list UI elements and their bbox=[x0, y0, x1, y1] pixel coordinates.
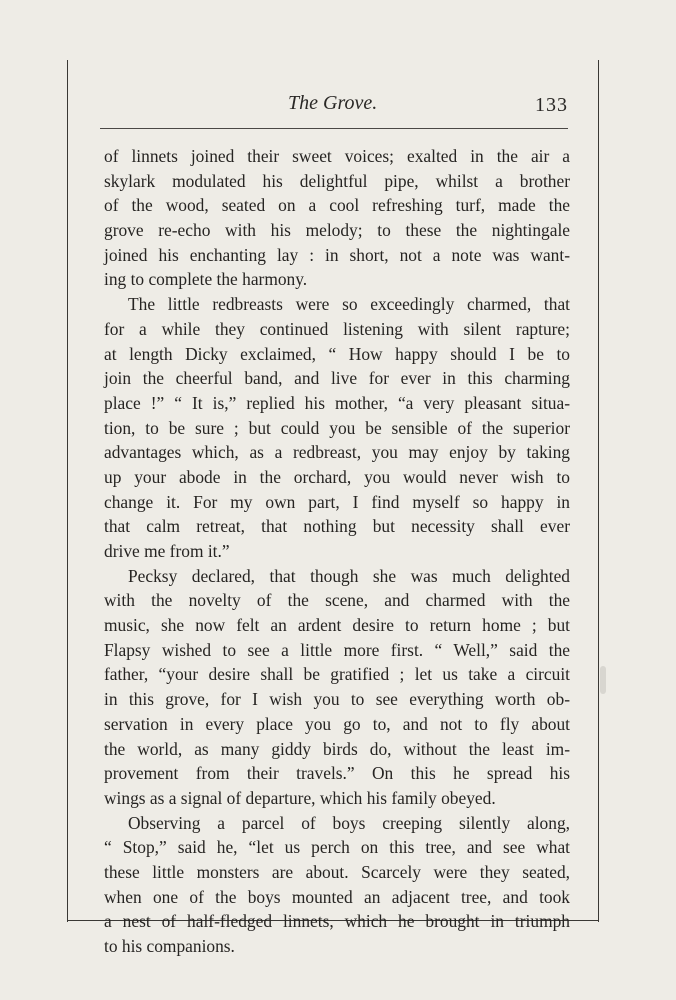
text-line: change it. For my own part, I find myself so happy in bbox=[104, 491, 570, 512]
running-head-title: The Grove. bbox=[288, 92, 378, 114]
text-line: Flapsy wished to see a little more first. “ Well,” said the bbox=[104, 639, 570, 660]
text-line: music, she now felt an ardent desire to return home ; but bbox=[104, 615, 570, 636]
text-line: provement from their travels.” On this he spread his bbox=[104, 763, 570, 784]
page-frame-right-rule bbox=[598, 60, 599, 922]
text-line: up your abode in the orchard, you would never wish to bbox=[104, 466, 570, 487]
text-line: servation in every place you go to, and not to fly about bbox=[104, 713, 570, 734]
text-line: when one of the boys mounted an adjacent tree, and took bbox=[104, 886, 570, 907]
paragraph bbox=[104, 292, 570, 564]
text-line: a nest of half-fledged linnets, which he brought in triumph bbox=[104, 911, 570, 932]
text-line: tion, to be sure ; but could you be sensible of the superior bbox=[104, 417, 570, 438]
text-line: of linnets joined their sweet voices; exalted in the air a bbox=[104, 146, 570, 166]
header-rule bbox=[100, 128, 568, 129]
paragraph bbox=[104, 144, 570, 292]
text-line: for a while they continued listening with silent rapture; bbox=[104, 318, 570, 339]
text-line: these little monsters are about. Scarcely were they seated, bbox=[104, 861, 570, 882]
page-frame-left-rule bbox=[67, 60, 68, 922]
text-line: in this grove, for I wish you to see everything worth ob- bbox=[104, 689, 570, 710]
text-line: the world, as many giddy birds do, without the least im- bbox=[104, 738, 570, 759]
text-line: wings as a signal of departure, which his family obeyed. bbox=[104, 787, 496, 808]
body-text bbox=[104, 144, 570, 959]
text-line: at length Dicky exclaimed, “ How happy should I be to bbox=[104, 343, 570, 364]
text-line: to his companions. bbox=[104, 936, 235, 956]
text-line: Pecksy declared, that though she was much delighted bbox=[128, 565, 570, 586]
text-line: place !” “ It is,” replied his mother, “a very pleasant situa- bbox=[104, 392, 570, 413]
text-line: Observing a parcel of boys creeping silently along, bbox=[128, 812, 570, 833]
paper-smudge bbox=[600, 666, 606, 694]
text-line: father, “your desire shall be gratified ; let us take a circuit bbox=[104, 664, 570, 685]
text-line: advantages which, as a redbreast, you may enjoy by taking bbox=[104, 442, 570, 463]
text-line: The little redbreasts were so exceedingly charmed, that bbox=[128, 294, 570, 315]
paragraph bbox=[104, 811, 570, 959]
text-line: drive me from it.” bbox=[104, 541, 230, 561]
paragraph bbox=[104, 564, 570, 811]
text-line: join the cheerful band, and live for ever in this charming bbox=[104, 368, 570, 389]
text-line: ing to complete the harmony. bbox=[104, 269, 308, 290]
text-line: “ Stop,” said he, “let us perch on this tree, and see what bbox=[104, 837, 570, 858]
text-line: that calm retreat, that nothing but necessity shall ever bbox=[104, 516, 570, 537]
text-line: skylark modulated his delightful pipe, whilst a brother bbox=[104, 170, 570, 191]
text-line: of the wood, seated on a cool refreshing turf, made the bbox=[104, 195, 570, 216]
text-line: joined his enchanting lay : in short, not a note was want- bbox=[104, 244, 570, 265]
text-line: with the novelty of the scene, and charmed with the bbox=[104, 590, 570, 611]
text-line: grove re-echo with his melody; to these the nightingale bbox=[104, 220, 570, 241]
page-number: 133 bbox=[535, 94, 568, 116]
